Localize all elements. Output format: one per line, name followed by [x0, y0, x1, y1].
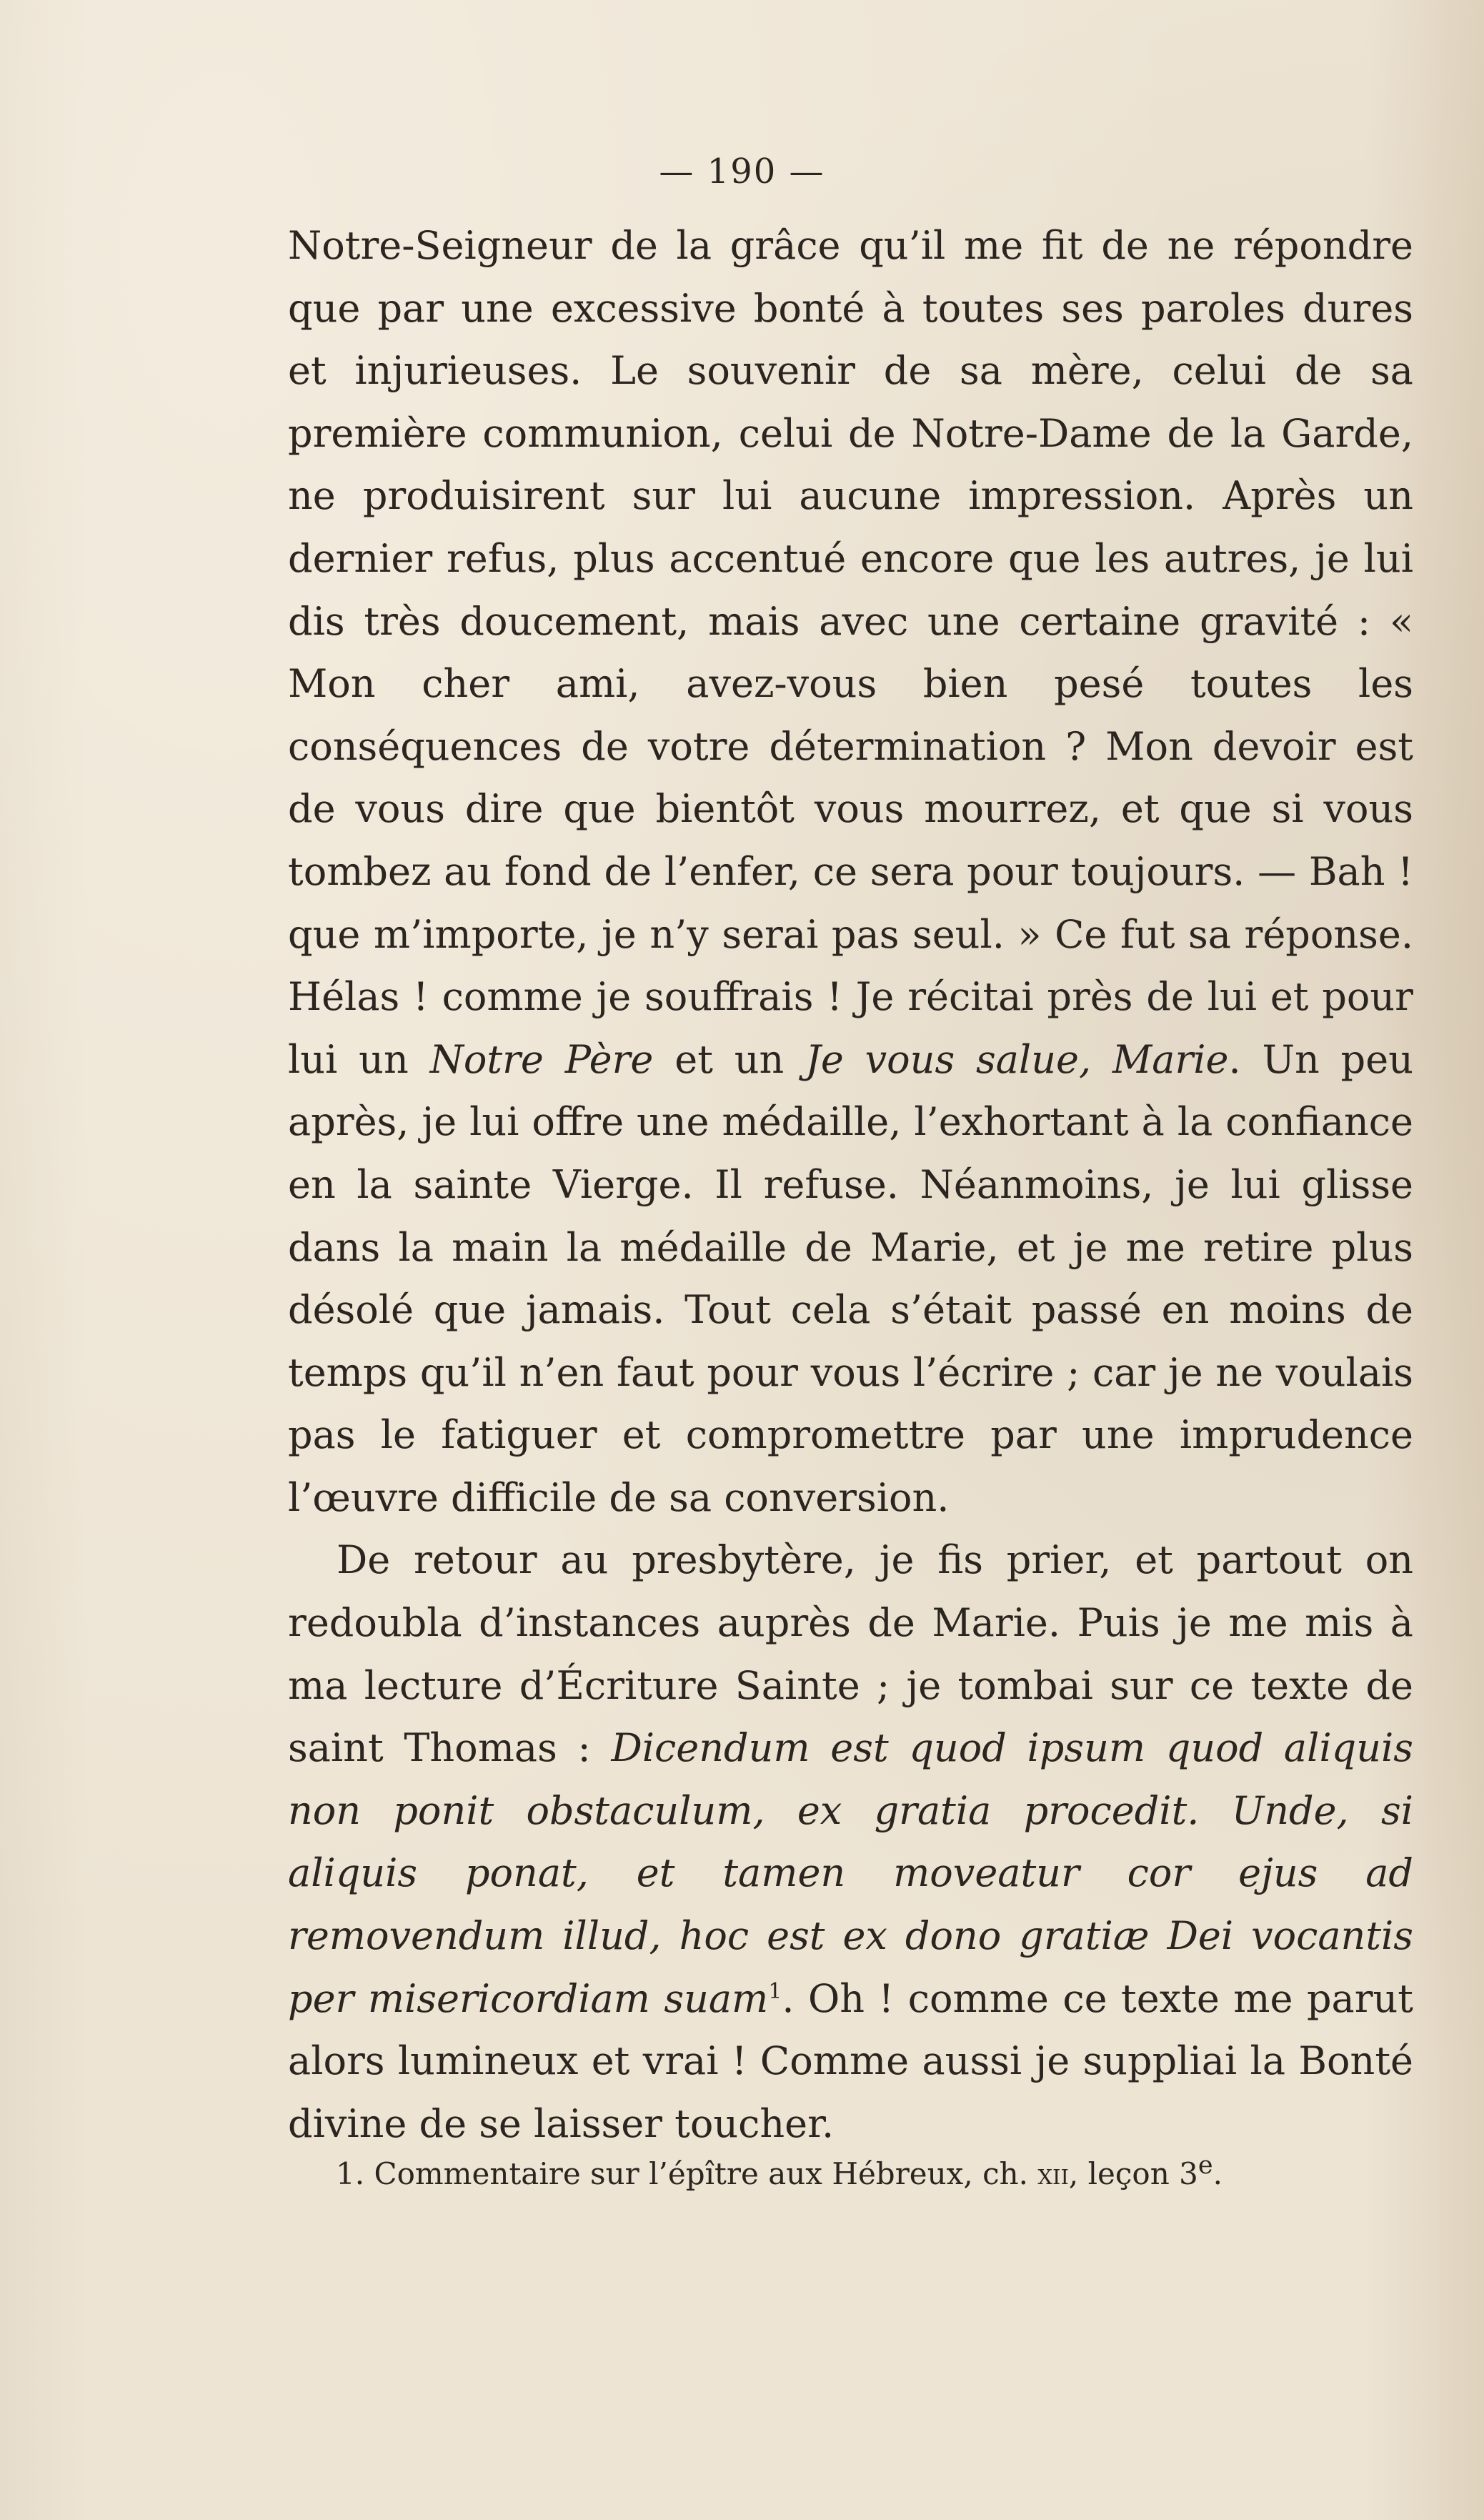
page-number: — 190 — [659, 152, 825, 192]
latin-quotation: Dicendum est quod ipsum quod aliquis non ponit obstaculum, ex gratia procedit. Unde, si aliquis ponat, et tamen moveatur cor ejus ad removendum illud, hoc est ex dono gratiæ Dei vocantis per misericordiam suam [288, 1725, 1413, 2021]
footnote-end: . [1212, 2156, 1222, 2191]
paragraph-2-text-a: De retour au presbytère, je fis prier, et partout on redoubla d’instances auprès de Marie. Puis je me mis à ma lecture d’Écriture Sainte ; je tombai sur ce texte de saint Thomas : [288, 1537, 1413, 1771]
paragraph-1-text-b: et un [674, 1036, 785, 1082]
paragraph-2-text-b: . Oh ! comme ce texte me parut alors lumineux et vrai ! Comme aussi je suppliai la Bonté divine de se laisser toucher. [288, 1975, 1414, 2146]
paragraph-1-text-c: . Un peu après, je lui offre une médaille, l’exhortant à la confiance en la sainte Vierge. Il refuse. Néanmoins, je lui glisse dans la main la médaille de Marie, et je me retire plus désolé que jamais. Tout cela s’était passé en moins de temps qu’il n’en faut pour vous l’écrire ; car je ne voulais pas le fatiguer et compromettre par une imprudence l’œuvre difficile de sa conversion. [288, 1036, 1413, 1520]
italic-notre-pere: Notre Père [429, 1036, 654, 1082]
footnote-chapter: xii [1037, 2156, 1069, 2191]
paragraph-1 [288, 214, 1413, 1529]
footnote-lesson-sup: e [1197, 2151, 1213, 2180]
paragraph-2 [288, 1529, 1413, 2155]
footnote-reference: 1 [768, 1978, 782, 2004]
footnote [336, 2144, 1408, 2196]
footnote-text: Commentaire sur l’épître aux Hébreux, ch. [374, 2156, 1028, 2191]
italic-je-vous-salue: Je vous salue, Marie [805, 1036, 1229, 1082]
paragraph-1-text-a: Notre-Seigneur de la grâce qu’il me fit de ne répondre que par une excessive bonté à toutes ses paroles dures et injurieuses. Le souvenir de sa mère, celui de sa première communion, celui de Notre-Dame de la Garde, ne produisirent sur lui aucune impression. Après un dernier refus, plus accentué encore que les autres, je lui dis très doucement, mais avec une certaine gravité : « Mon cher ami, avez-vous bien pesé toutes les conséquences de votre détermination ? Mon devoir est de vous dire que bientôt vous mourrez, et que si vous tombez au fond de l’enfer, ce sera pour toujours. — Bah ! que m’importe, je n’y serai pas seul. » Ce fut sa réponse. Hélas ! comme je souffrais ! Je récitai près de lui et pour lui un [288, 223, 1413, 1082]
body-text [288, 214, 1413, 2155]
footnote-number: 1. [336, 2156, 365, 2191]
footnote-lesson: , leçon 3 [1068, 2156, 1198, 2191]
